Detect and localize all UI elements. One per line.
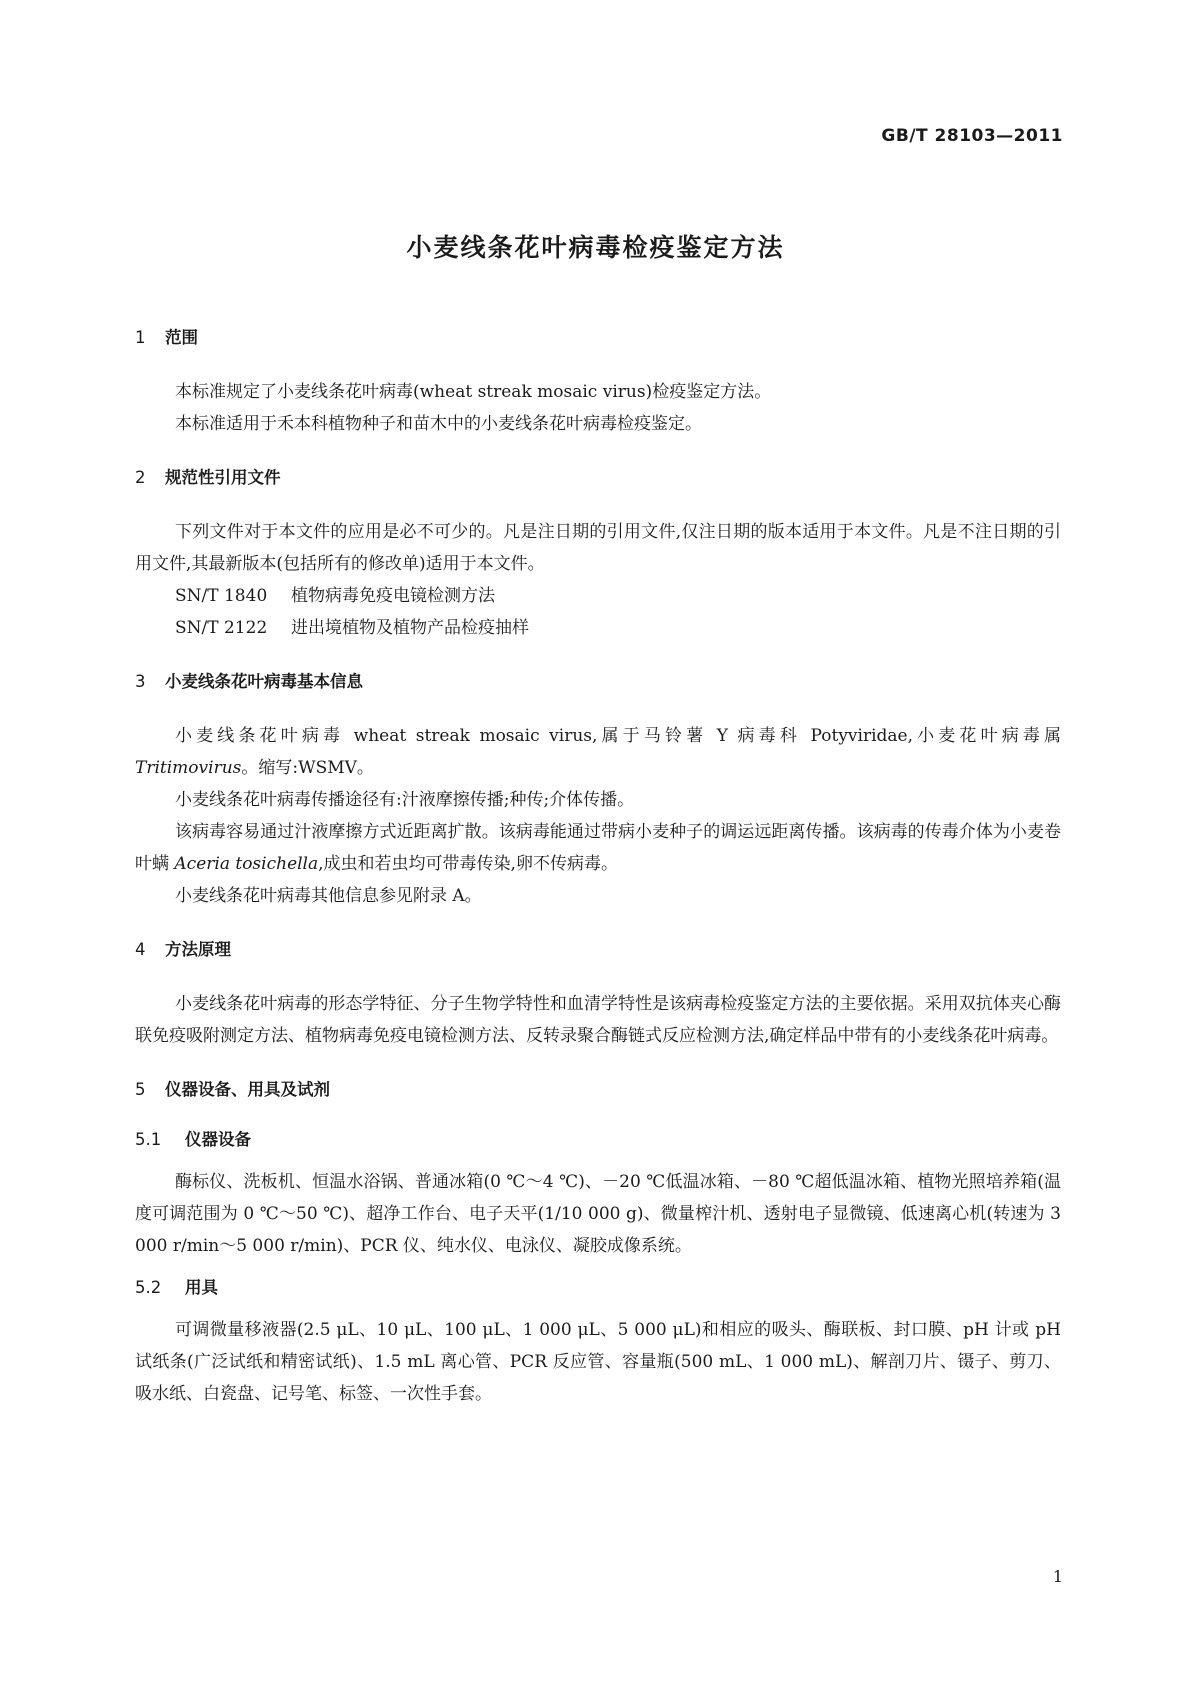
section-2-paragraph-1: 下列文件对于本文件的应用是必不可少的。凡是注日期的引用文件,仅注日期的版本适用于本文件。凡是不注日期的引用文件,其最新版本(包括所有的修改单)适用于本文件。 xyxy=(135,522,1061,574)
section-3-paragraph-2: 小麦线条花叶病毒传播途径有:汁液摩擦传播;种传;介体传播。 xyxy=(175,790,635,810)
section-5-2-heading xyxy=(135,1276,1061,1300)
section-number: 3 xyxy=(135,672,146,691)
section-5-heading xyxy=(135,1078,1061,1102)
section-number: 2 xyxy=(135,468,146,487)
section-title: 仪器设备、用具及试剂 xyxy=(165,1080,330,1099)
page-number: 1 xyxy=(1052,1567,1063,1586)
section-1-paragraph-2: 本标准适用于禾本科植物种子和苗木中的小麦线条花叶病毒检疫鉴定。 xyxy=(175,414,702,434)
section-1-paragraph-1: 本标准规定了小麦线条花叶病毒(wheat streak mosaic virus)检疫鉴定方法。 xyxy=(175,382,772,402)
section-title: 范围 xyxy=(165,328,198,347)
section-title: 方法原理 xyxy=(165,940,231,959)
section-number: 1 xyxy=(135,328,146,347)
section-3-paragraph-3 xyxy=(135,816,1061,880)
section-4-paragraph-1: 小麦线条花叶病毒的形态学特征、分子生物学特性和血清学特性是该病毒检疫鉴定方法的主要依据。采用双抗体夹心酶联免疫吸附测定方法、植物病毒免疫电镜检测方法、反转录聚合酶链式反应检测方法,确定样品中带有的小麦线条花叶病毒。 xyxy=(135,994,1061,1046)
reference-item xyxy=(135,580,1061,612)
reference-title: 植物病毒免疫电镜检测方法 xyxy=(291,586,495,606)
section-3-paragraph-1 xyxy=(135,720,1061,784)
text-run: 小麦线条花叶病毒 wheat streak mosaic virus,属于马铃薯 Y 病毒科 Potyviridae,小麦花叶病毒属 xyxy=(175,726,1061,746)
section-5-1-heading xyxy=(135,1128,1061,1152)
section-3-paragraph-4: 小麦线条花叶病毒其他信息参见附录 A。 xyxy=(175,886,482,906)
reference-title: 进出境植物及植物产品检疫抽样 xyxy=(291,618,529,638)
subsection-number: 5.1 xyxy=(135,1130,162,1149)
reference-code: SN/T 2122 xyxy=(175,618,268,638)
section-3-heading xyxy=(135,670,1061,694)
reference-item xyxy=(135,612,1061,644)
reference-code: SN/T 1840 xyxy=(175,586,268,606)
text-run: 该病毒容易通过汁液摩擦方式近距离扩散。该病毒能通过带病小麦种子的调运远距离传播。该病毒的传毒介体为小麦卷叶螨 xyxy=(135,822,1061,874)
subsection-title: 仪器设备 xyxy=(185,1130,251,1149)
section-number: 5 xyxy=(135,1080,146,1099)
section-4-heading xyxy=(135,938,1061,962)
subsection-title: 用具 xyxy=(185,1278,218,1297)
section-1-heading xyxy=(135,326,1061,350)
document-title: 小麦线条花叶病毒检疫鉴定方法 xyxy=(406,233,785,262)
subsection-number: 5.2 xyxy=(135,1278,162,1297)
section-number: 4 xyxy=(135,940,146,959)
section-2-heading xyxy=(135,466,1061,490)
section-5-2-paragraph-1: 可调微量移液器(2.5 μL、10 μL、100 μL、1 000 μL、5 000 μL)和相应的吸头、酶联板、封口膜、pH 计或 pH 试纸条(广泛试纸和精密试纸)、1.5 mL 离心管、PCR 反应管、容量瓶(500 mL、1 000 mL)、解剖刀片、镊子、剪刀、吸水纸、白瓷盘、记号笔、标签、一次性手套。 xyxy=(135,1320,1061,1404)
text-run: ,成虫和若虫均可带毒传染,卵不传病毒。 xyxy=(318,854,618,874)
standard-code: GB/T 28103—2011 xyxy=(881,126,1063,146)
section-title: 小麦线条花叶病毒基本信息 xyxy=(165,672,363,691)
section-title: 规范性引用文件 xyxy=(165,468,281,487)
text-run: 。缩写:WSMV。 xyxy=(241,758,374,778)
document-body xyxy=(135,326,1061,1410)
species-name: Aceria tosichella xyxy=(174,854,319,874)
section-5-1-paragraph-1: 酶标仪、洗板机、恒温水浴锅、普通冰箱(0 ℃～4 ℃)、－20 ℃低温冰箱、－80 ℃超低温冰箱、植物光照培养箱(温度可调范围为 0 ℃～50 ℃)、超净工作台、电子天平(1/10 000 g)、微量榨汁机、透射电子显微镜、低速离心机(转速为 3 000 r/min～5 000 r/min)、PCR 仪、纯水仪、电泳仪、凝胶成像系统。 xyxy=(135,1172,1061,1256)
genus-name: Tritimovirus xyxy=(135,758,242,778)
